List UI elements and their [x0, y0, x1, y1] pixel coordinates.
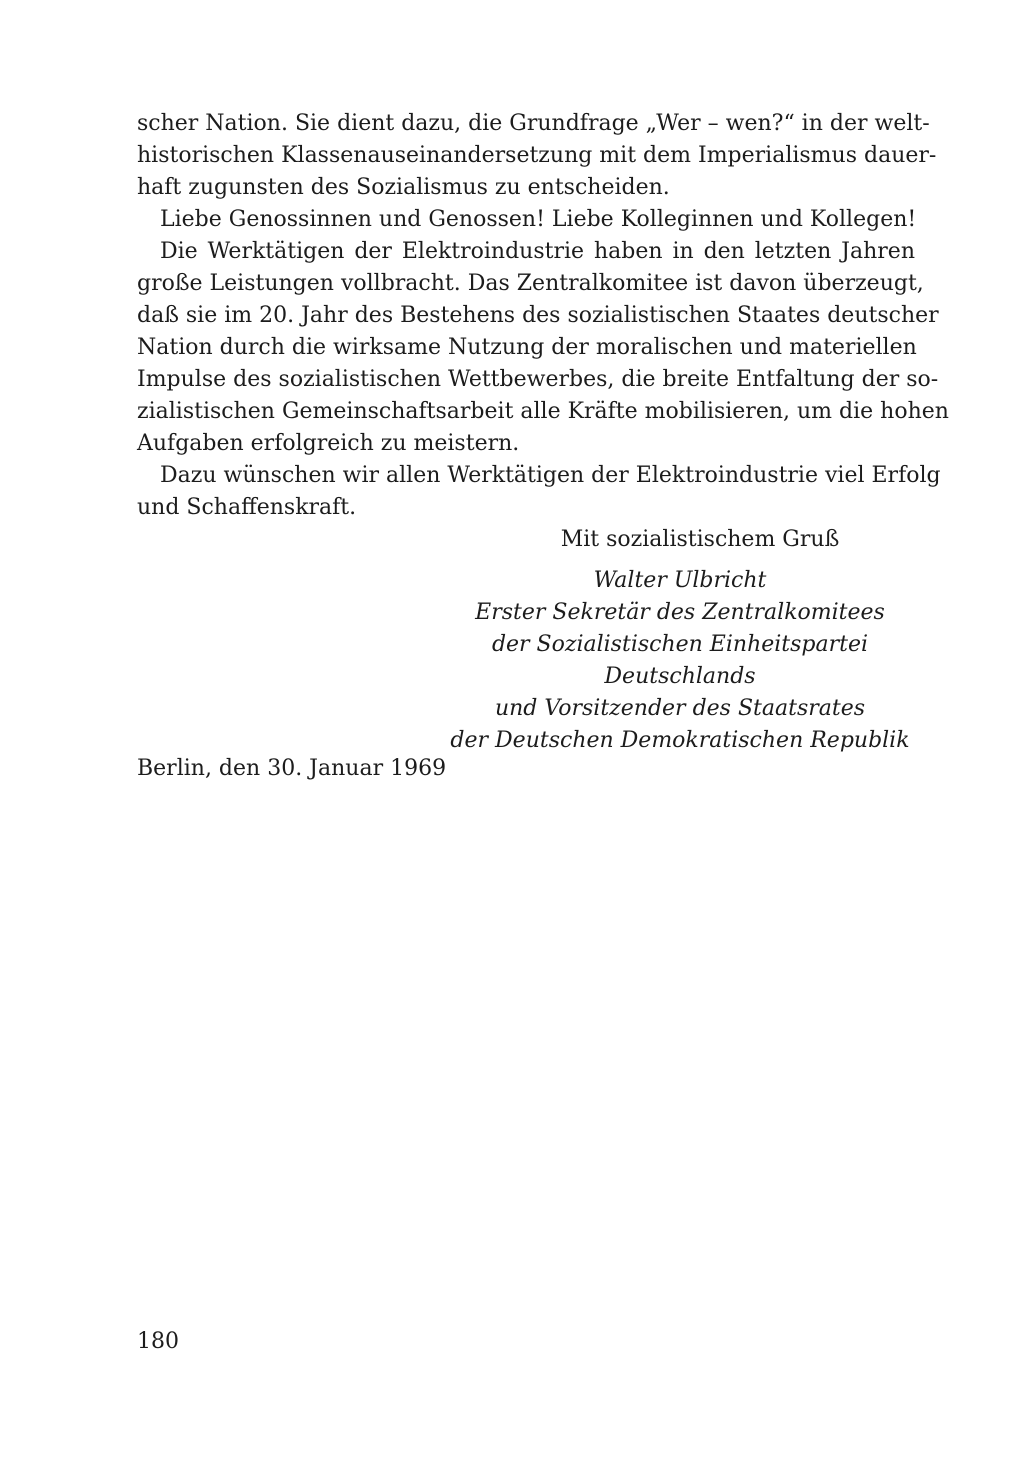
salutation-line: Liebe Genossinnen und Genossen! Liebe Kolleginnen und Kollegen! — [160, 207, 917, 232]
signature-block — [440, 565, 920, 757]
signature-title-line-4: und Vorsitzender des Staatsrates — [494, 696, 866, 721]
paragraph-2-line-2: große Leistungen vollbracht. Das Zentralkomitee ist davon überzeugt, — [137, 271, 924, 296]
signature-title-line-2: der Sozialistischen Einheitspartei — [491, 632, 869, 657]
paragraph-2-line-4: Nation durch die wirksame Nutzung der moralischen und materiellen — [137, 335, 917, 360]
paragraph-2-line-6: zialistischen Gemeinschaftsarbeit alle Kräfte mobilisieren, um die hohen — [137, 399, 949, 424]
paragraph-1-line-1: scher Nation. Sie dient dazu, die Grundfrage „Wer – wen?“ in der welt- — [137, 111, 930, 136]
paragraph-2-line-5: Impulse des sozialistischen Wettbewerbes, die breite Entfaltung der so- — [137, 367, 939, 392]
date-line: Berlin, den 30. Januar 1969 — [137, 756, 447, 781]
paragraph-3-line-1: Dazu wünschen wir allen Werktätigen der Elektroindustrie viel Erfolg — [160, 463, 941, 488]
paragraph-2-line-3: daß sie im 20. Jahr des Bestehens des sozialistischen Staates deutscher — [137, 303, 939, 328]
signature-title-line-5: der Deutschen Demokratischen Republik — [450, 728, 910, 753]
signature-title-line-1: Erster Sekretär des Zentralkomitees — [475, 600, 885, 625]
paragraph-2-line-1: Die Werktätigen der Elektroindustrie haben in den letzten Jahren — [160, 239, 915, 264]
paragraph-3-line-2: und Schaffenskraft. — [137, 495, 357, 520]
signature-title-line-3: Deutschlands — [604, 664, 756, 689]
paragraph-2-line-7: Aufgaben erfolgreich zu meistern. — [137, 431, 520, 456]
paragraph-1-line-2: historischen Klassenauseinandersetzung mit dem Imperialismus dauer- — [137, 143, 937, 168]
page-number: 180 — [137, 1329, 179, 1354]
closing-greeting: Mit sozialistischem Gruß — [560, 527, 840, 552]
paragraph-1-line-3: haft zugunsten des Sozialismus zu entscheiden. — [137, 175, 670, 200]
signature-name: Walter Ulbricht — [593, 568, 767, 593]
